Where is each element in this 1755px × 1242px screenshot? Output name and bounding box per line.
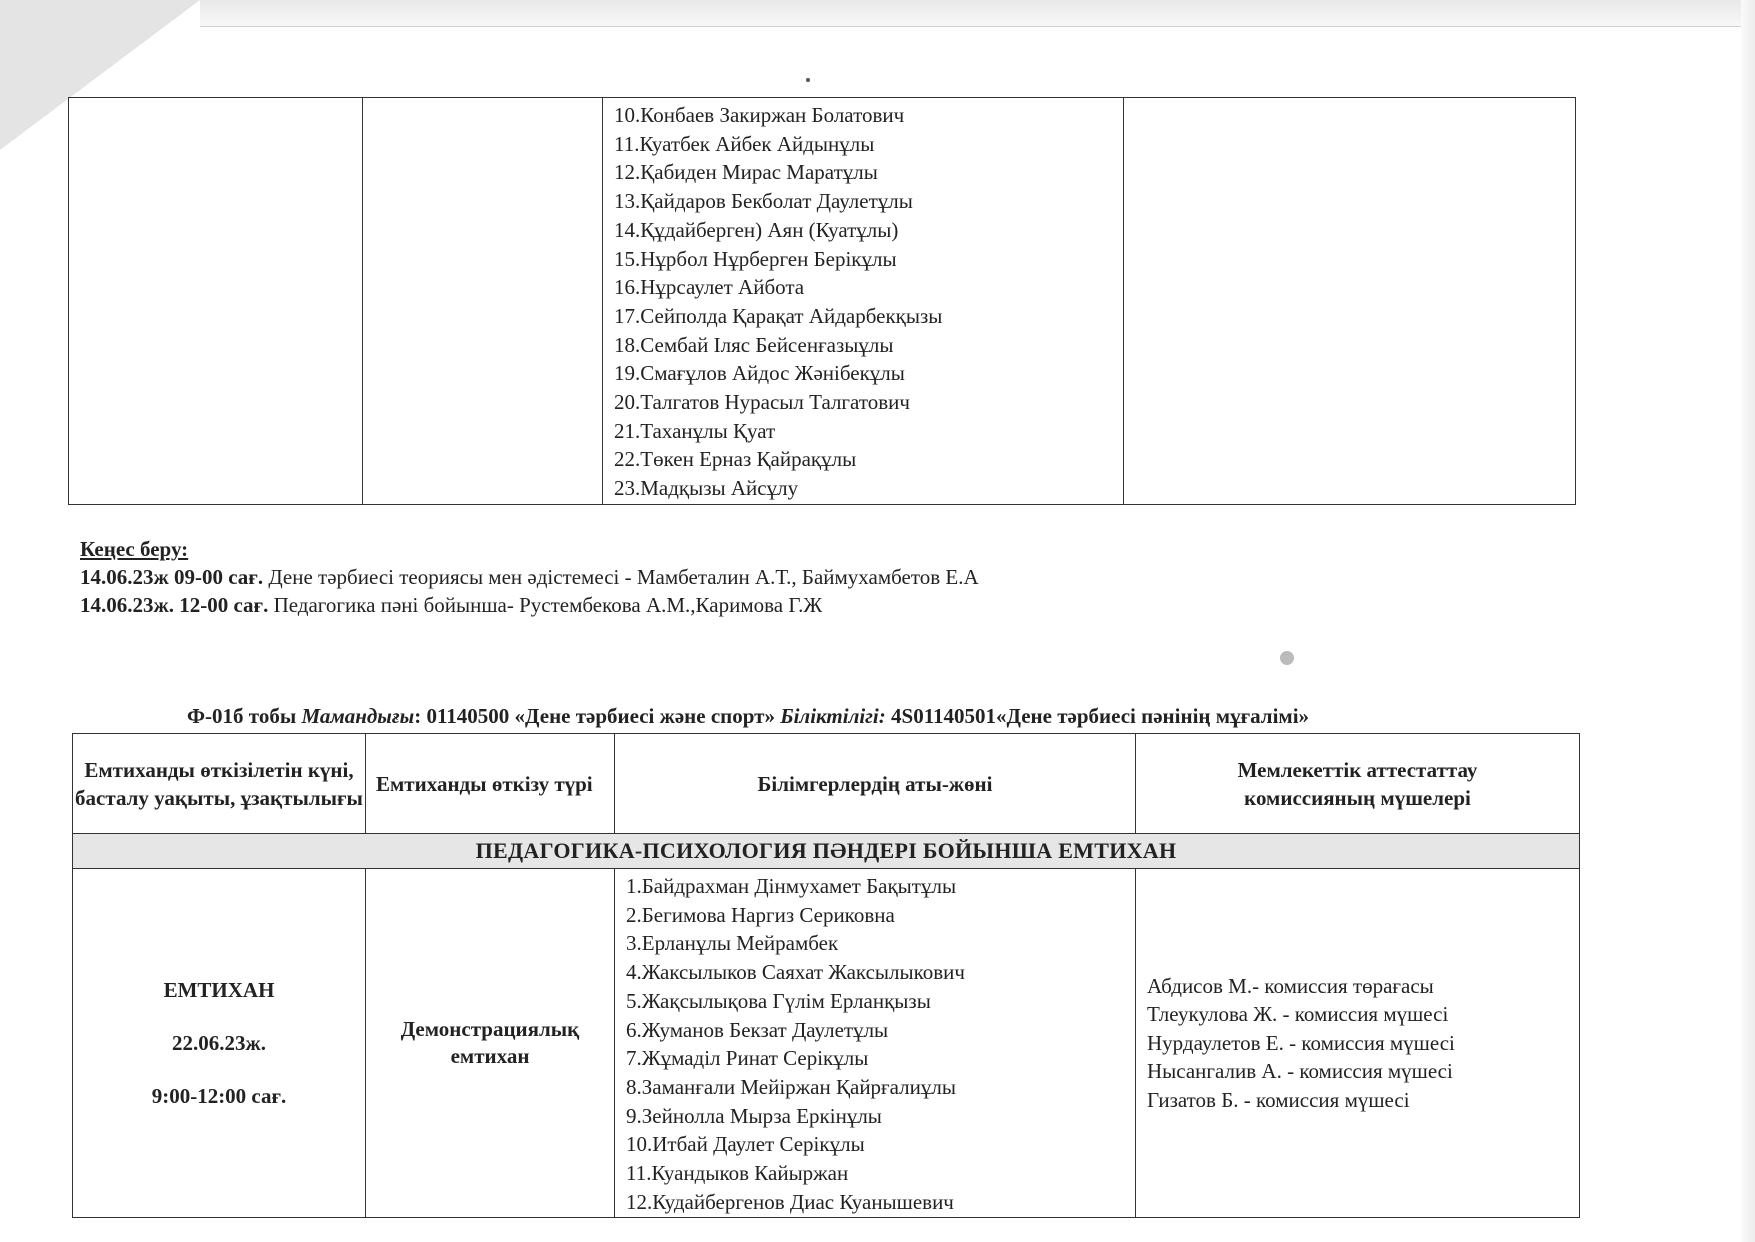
scan-speck xyxy=(806,78,810,82)
commission-member: Тлеукулова Ж. - комиссия мүшесі xyxy=(1147,1002,1449,1027)
consultation-time: 14.06.23ж 09-00 сағ. xyxy=(80,565,264,589)
consultation-time: 14.06.23ж. 12-00 сағ. xyxy=(80,593,269,617)
student-table-continued xyxy=(68,97,1576,505)
consultation-section xyxy=(80,535,979,619)
consultation-text: Педагогика пәні бойынша- Рустембекова А.М.,Каримова Г.Ж xyxy=(268,593,823,617)
header-type: Емтиханды өткізу түрі xyxy=(366,734,615,834)
header-students: Білімгерлердің аты-жөні xyxy=(615,734,1136,834)
student-list xyxy=(604,99,1122,503)
student-name: 2.Бегимова Наргиз Сериковна xyxy=(626,902,895,927)
exam-schedule-table xyxy=(72,733,1580,1218)
student-name: 4.Жаксылыков Саяхат Жаксылыкович xyxy=(626,960,965,985)
exam-date: 22.06.23ж. xyxy=(172,1030,266,1055)
header-commission: Мемлекеттік аттестаттау комиссияның мүшелері xyxy=(1136,734,1580,834)
student-name: 7.Жұмаділ Ринат Серікұлы xyxy=(626,1046,869,1071)
type-cell xyxy=(363,98,603,505)
consultation-text: Дене тәрбиесі теориясы мен әдістемесі - Мамбеталин А.Т., Баймухамбетов Е.А xyxy=(263,565,979,589)
exam-date-cell xyxy=(73,869,366,1218)
student-name: 15.Нұрбол Нұрберген Берікұлы xyxy=(614,246,897,271)
header-row xyxy=(73,734,1580,834)
student-name: 16.Нұрсаулет Айбота xyxy=(614,275,805,300)
commission-cell xyxy=(1124,98,1576,505)
header-date: Емтиханды өткізілетін күні, басталу уақыты, ұзақтылығы xyxy=(73,734,366,834)
qualification-value: 4S01140501«Дене тәрбиесі пәнінің мұғалімі» xyxy=(885,704,1310,728)
date-cell xyxy=(69,98,363,505)
commission-cell xyxy=(1136,869,1580,1218)
consultation-line xyxy=(80,591,979,619)
page-edge-right xyxy=(1741,0,1755,1242)
student-name: 23.Мадқызы Айсұлу xyxy=(614,476,799,501)
student-name: 12.Кудайбергенов Диас Куанышевич xyxy=(626,1189,954,1214)
subject-title: ПЕДАГОГИКА-ПСИХОЛОГИЯ ПӘНДЕРІ БОЙЫНША ЕМТИХАН xyxy=(73,834,1580,869)
consultation-title: Кеңес беру: xyxy=(80,537,189,561)
student-name: 11.Куандыков Кайыржан xyxy=(626,1161,849,1186)
student-name: 5.Жақсылықова Гүлім Ерланқызы xyxy=(626,988,931,1013)
consultation-line xyxy=(80,563,979,591)
commission-member: Нурдаулетов Е. - комиссия мүшесі xyxy=(1147,1030,1455,1055)
student-list xyxy=(616,870,1134,1216)
student-name: 8.Заманғали Мейіржан Қайрғалиұлы xyxy=(626,1074,956,1099)
group-name: Ф-01б тобы xyxy=(187,704,302,728)
exam-time: 9:00-12:00 сағ. xyxy=(151,1083,287,1108)
student-name: 22.Төкен Ерназ Қайрақұлы xyxy=(614,447,857,472)
student-name: 14.Құдайберген) Аян (Куатұлы) xyxy=(614,217,899,242)
specialty-label: Мамандығы xyxy=(301,704,415,728)
student-name: 20.Талгатов Нурасыл Талгатович xyxy=(614,390,910,415)
student-name: 13.Қайдаров Бекболат Даулетұлы xyxy=(614,189,913,214)
scan-speck xyxy=(1280,651,1294,665)
students-cell xyxy=(615,869,1136,1218)
page-edge xyxy=(200,0,1755,27)
table-row xyxy=(69,98,1576,505)
commission-list xyxy=(1137,972,1578,1115)
qualification-label: Біліктілігі: xyxy=(780,704,886,728)
student-name: 9.Зейнолла Мырза Еркінұлы xyxy=(626,1103,882,1128)
students-cell xyxy=(603,98,1124,505)
student-name: 21.Таханұлы Қуат xyxy=(614,418,776,443)
student-name: 17.Сейполда Қарақат Айдарбекқызы xyxy=(614,303,943,328)
specialty-value: : 01140500 «Дене тәрбиесі және спорт» xyxy=(414,704,781,728)
student-name: 6.Жуманов Бекзат Даулетұлы xyxy=(626,1017,889,1042)
student-name: 10.Конбаев Закиржан Болатович xyxy=(614,103,905,127)
student-name: 3.Ерланұлы Мейрамбек xyxy=(626,931,839,956)
student-name: 1.Байдрахман Дінмухамет Бақытұлы xyxy=(626,874,957,898)
commission-member: Абдисов М.- комиссия төрағасы xyxy=(1147,973,1434,998)
student-name: 11.Куатбек Айбек Айдынұлы xyxy=(614,131,875,156)
student-name: 18.Сембай Іляс Бейсенғазыұлы xyxy=(614,332,894,357)
exam-row xyxy=(73,869,1580,1218)
commission-member: Нысангалив А. - комиссия мүшесі xyxy=(1147,1059,1453,1084)
group-info xyxy=(187,704,1309,729)
student-name: 19.Смағұлов Айдос Жәнібекұлы xyxy=(614,361,905,386)
subject-row xyxy=(73,834,1580,869)
student-name: 12.Қабиден Мирас Маратұлы xyxy=(614,160,878,185)
exam-type: Демонстрациялық емтихан xyxy=(366,869,615,1218)
student-name: 10.Итбай Даулет Серікұлы xyxy=(626,1132,865,1157)
exam-label: ЕМТИХАН xyxy=(163,977,275,1002)
commission-member: Гизатов Б. - комиссия мүшесі xyxy=(1147,1087,1410,1112)
